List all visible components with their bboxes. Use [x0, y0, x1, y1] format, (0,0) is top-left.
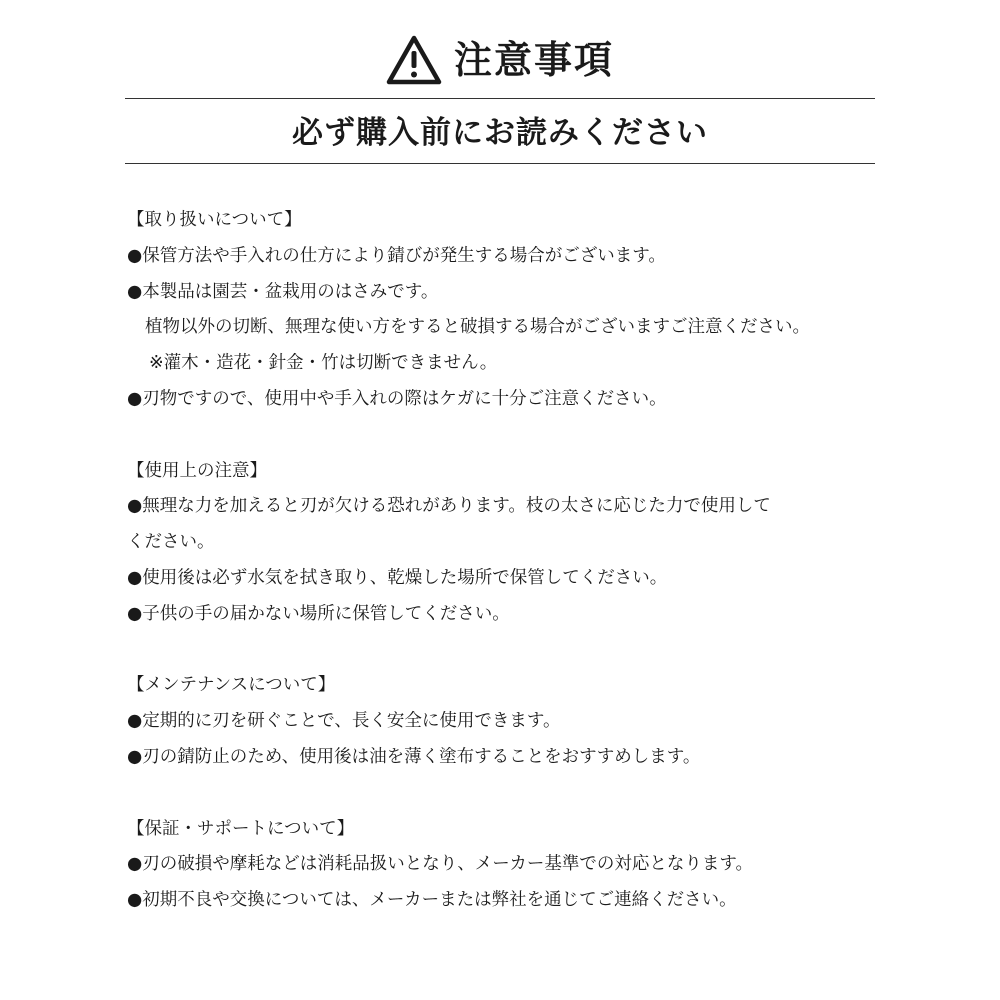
- list-item: ●保管方法や手入れの仕方により錆びが発生する場合がございます。: [127, 245, 666, 266]
- section-gap: [127, 776, 887, 812]
- list-item-continuation: ください。: [127, 532, 215, 553]
- list-item: ●使用後は必ず水気を拭き取り、乾燥した場所で保管してください。: [127, 567, 668, 588]
- list-item: ●定期的に刃を研ぐことで、長く安全に使用できます。: [127, 711, 561, 732]
- section-usage: [127, 454, 887, 633]
- list-item-continuation: 植物以外の切断、無理な使い方をすると破損する場合がございますご注意ください。: [145, 317, 810, 338]
- list-item: ●刃物ですので、使用中や手入れの際はケガに十分ご注意ください。: [127, 388, 667, 409]
- list-item: ●刃の破損や摩耗などは消耗品扱いとなり、メーカー基準での対応となります。: [127, 854, 754, 875]
- notice-content: [127, 203, 887, 919]
- list-item-note: ※灌木・造花・針金・竹は切断できません。: [149, 353, 498, 374]
- section-heading: 【保証・サポートについて】: [127, 818, 355, 839]
- section-gap: [127, 633, 887, 669]
- subtitle: 必ず購入前にお読みください: [292, 115, 708, 151]
- list-item: ●刃の錆防止のため、使用後は油を薄く塗布することをおすすめします。: [127, 746, 701, 767]
- list-item: ●無理な力を加えると刃が欠ける恐れがあります。枝の太さに応じた力で使用して: [127, 496, 771, 517]
- section-maintenance: [127, 668, 887, 775]
- warning-triangle-icon: [386, 34, 442, 86]
- section-warranty: [127, 812, 887, 919]
- list-item: ●子供の手の届かない場所に保管してください。: [127, 603, 510, 624]
- header: [0, 30, 1000, 90]
- section-heading: 【メンテナンスについて】: [127, 675, 336, 696]
- section-handling: [127, 203, 887, 418]
- section-heading: 【取り扱いについて】: [127, 210, 302, 230]
- list-item: ●本製品は園芸・盆栽用のはさみです。: [127, 281, 439, 302]
- section-heading: 【使用上の注意】: [127, 460, 267, 481]
- list-item: ●初期不良や交換については、メーカーまたは弊社を通じてご連絡ください。: [127, 890, 737, 911]
- divider-bottom: [125, 163, 875, 164]
- section-gap: [127, 418, 887, 454]
- divider-top: [125, 98, 875, 99]
- page-title: 注意事項: [453, 38, 614, 82]
